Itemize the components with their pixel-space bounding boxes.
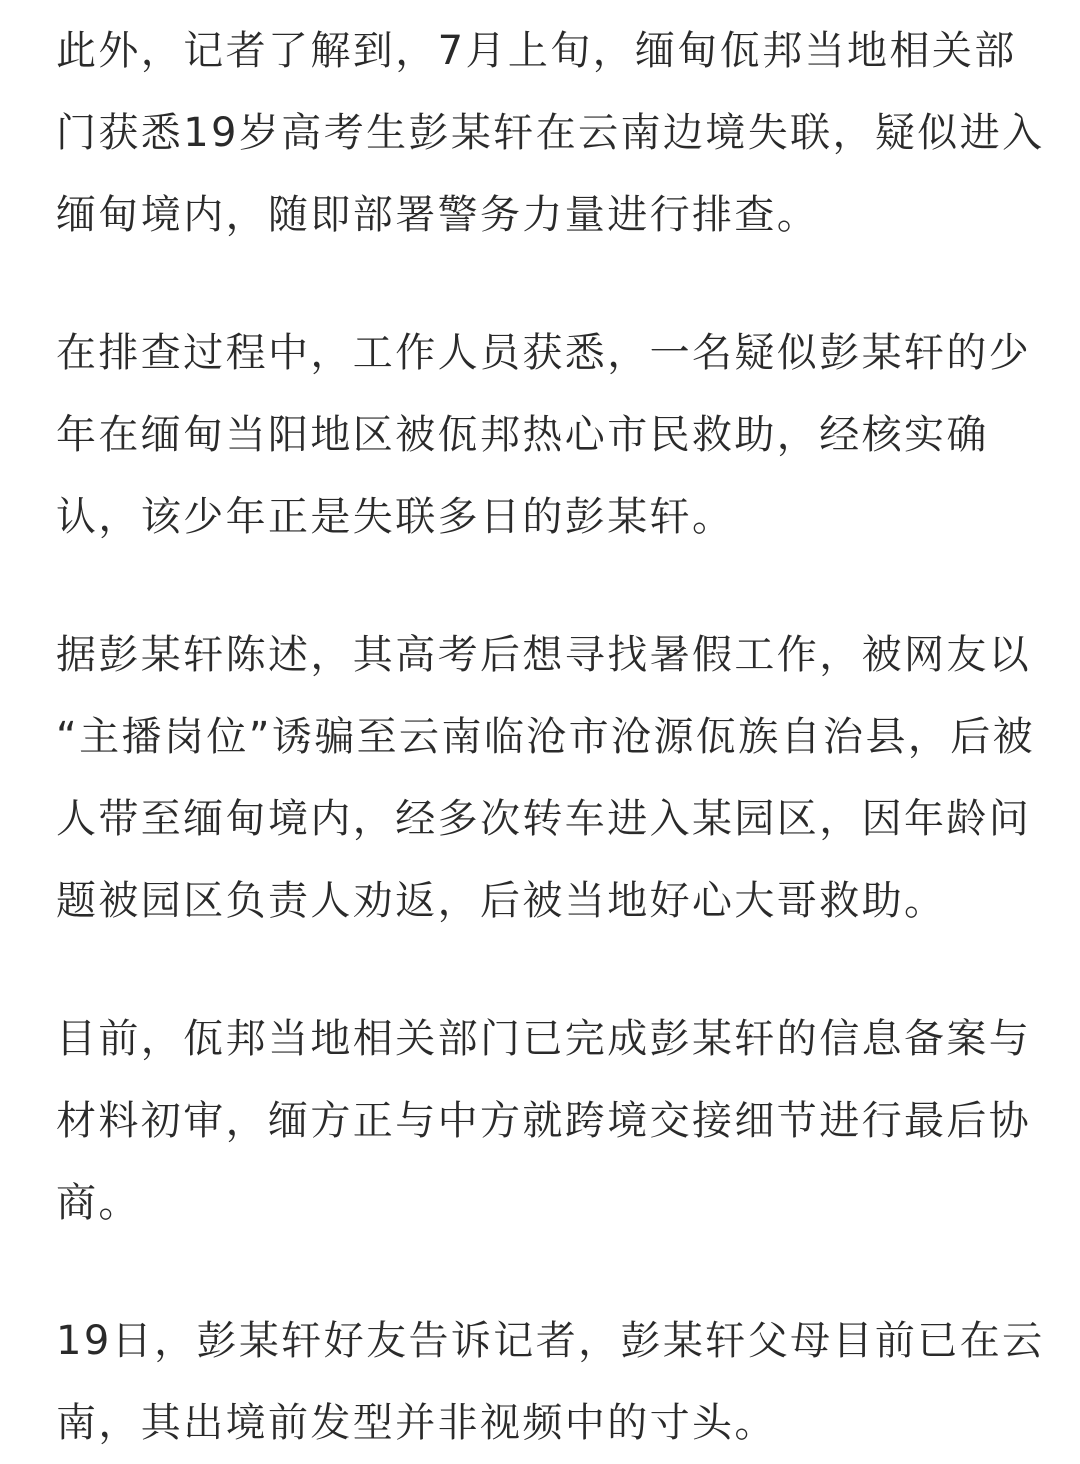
article-body (56, 0, 1045, 1464)
paragraph-gap (56, 558, 1031, 614)
text-line: 认，该少年正是失联多日的彭某轩。 (56, 494, 735, 540)
paragraph-gap (56, 942, 1031, 998)
text-line: 门获悉19岁高考生彭某轩在云南边境失联，疑似进入 (56, 110, 1045, 156)
paragraph (56, 312, 1031, 558)
text-line: 商。 (56, 1180, 141, 1226)
text-line: “主播岗位”诱骗至云南临沧市沧源佤族自治县，后被 (56, 714, 1036, 760)
text-line: 年在缅甸当阳地区被佤邦热心市民救助，经核实确 (56, 412, 989, 458)
paragraph (56, 0, 1045, 256)
text-line: 缅甸境内，随即部署警务力量进行排查。 (56, 192, 820, 238)
text-line: 19日，彭某轩好友告诉记者，彭某轩父母目前已在云 (56, 1318, 1045, 1364)
paragraph (56, 1300, 1045, 1464)
paragraph (56, 998, 1031, 1244)
text-line: 人带至缅甸境内，经多次转车进入某园区，因年龄问 (56, 796, 1032, 842)
text-line: 此外，记者了解到，7月上旬，缅甸佤邦当地相关部 (56, 28, 1017, 74)
text-line: 南，其出境前发型并非视频中的寸头。 (56, 1400, 777, 1446)
text-line: 在排查过程中，工作人员获悉，一名疑似彭某轩的少 (56, 330, 1032, 376)
text-line: 题被园区负责人劝返，后被当地好心大哥救助。 (56, 878, 947, 924)
paragraph-gap (56, 1244, 1031, 1300)
text-line: 据彭某轩陈述，其高考后想寻找暑假工作，被网友以 (56, 632, 1032, 678)
text-line: 目前，佤邦当地相关部门已完成彭某轩的信息备案与 (56, 1016, 1032, 1062)
paragraph (56, 614, 1036, 942)
paragraph-gap (56, 256, 1031, 312)
text-line: 材料初审，缅方正与中方就跨境交接细节进行最后协 (56, 1098, 1032, 1144)
